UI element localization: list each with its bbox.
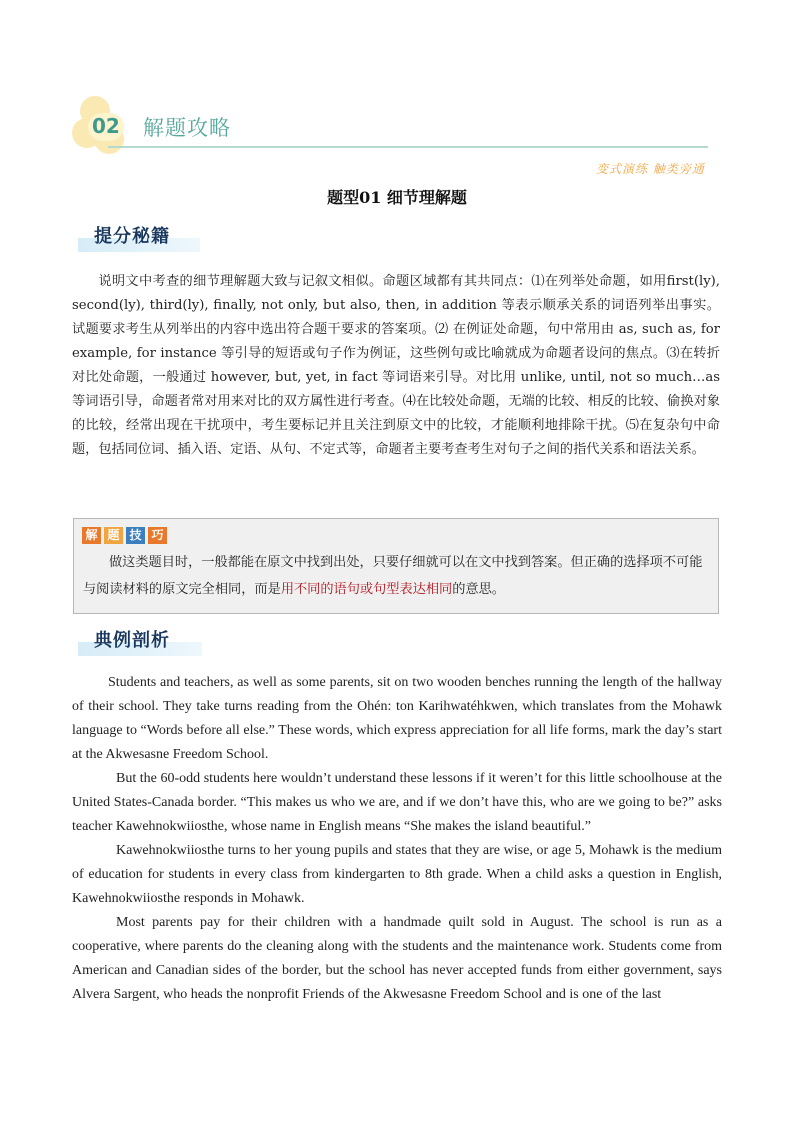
tips-text-after: 的意思。 bbox=[452, 582, 505, 597]
tips-text bbox=[83, 549, 709, 603]
article-paragraph bbox=[72, 671, 722, 767]
tip-tag: 技 bbox=[126, 527, 145, 544]
intro-paragraph bbox=[72, 270, 720, 462]
intro-text: 说明文中考查的细节理解题大致与记叙文相似。命题区域都有其共同点：⑴在列举处命题，如用first(ly), second(ly), third(ly), finally, not only, but also, then, in addition 等表示顺承关系的词语列举出事实。试题要求考生从列举出的内容中选出符合题干要求的答案项。⑵ 在例证处命题，句中常用由 as, such as, for example, for instance 等引导的短语或句子作为例证，这些例句或比喻就成为命题者设问的焦点。⑶在转折对比处命题，一般通过 however, but, yet, in fact 等词语来引导。对比用 unlike, until, not so much…as 等词语引导，命题者常对用来对比的双方属性进行考查。⑷在比较处命题，无端的比较、相反的比较、偷换对象的比较，经常出现在干扰项中，考生要标记并且关注到原文中的比较，才能顺利地排除干扰。⑸在复杂句中命题，包括同位词、插入语、定语、从句、不定式等，命题者主要考查考生对句子之间的指代关系和语法关系。 bbox=[72, 274, 720, 457]
tips-text-before: 做这类题目时，一般都能在原文中找到出处，只要仔细就可以在文中找到答案。但正确的选择项不可能与阅读材料的原文完全相同，而是 bbox=[83, 555, 703, 597]
tip-tag: 巧 bbox=[148, 527, 167, 544]
tips-box bbox=[73, 518, 719, 614]
article-paragraph bbox=[72, 911, 722, 1007]
heading-chip-tips bbox=[78, 222, 200, 252]
section-number: 02 bbox=[92, 114, 120, 138]
tips-highlight: 用不同的语句或句型表达相同 bbox=[280, 582, 453, 597]
article-paragraph bbox=[72, 767, 722, 839]
article-text: But the 60-odd students here wouldn’t understand these lessons if it weren’t for this little schoolhouse at the United States-Canada border. “This makes us who we are, and if we don’t have this, who are we going to be?” asks teacher Kawehnokwiiosthe, whose name in English means “She makes the island beautiful.” bbox=[72, 771, 722, 834]
tagline: 变式演练 触类旁通 bbox=[596, 162, 705, 176]
banner-divider bbox=[108, 146, 708, 148]
page-title: 题型01 细节理解题 bbox=[327, 188, 467, 207]
article-text: Most parents pay for their children with a handmade quilt sold in August. The school is run as a cooperative, where parents do the cleaning along with the students and the maintenance work. Students come from American and Canadian sides of the border, but the school has never accepted funds from either government, says Alvera Sargent, who heads the nonprofit Friends of the Akwesasne Freedom School and is one of the last bbox=[72, 915, 722, 1002]
article-text: Students and teachers, as well as some parents, sit on two wooden benches running the length of the hallway of their school. They take turns reading from the Ohén: ton Karihwatéhkwen, which translates from the Mohawk language to “Words before all else.” These words, which express appreciation for all life forms, mark the day’s start at the Akwesasne Freedom School. bbox=[72, 675, 722, 762]
heading-chip-examples bbox=[78, 626, 202, 656]
tips-tags bbox=[82, 527, 167, 544]
tip-tag: 题 bbox=[104, 527, 123, 544]
article-text: Kawehnokwiiosthe turns to her young pupils and states that they are wise, or age 5, Mohawk is the medium of education for students in every class from kindergarten to 8th grade. When a child asks a question in English, Kawehnokwiiosthe responds in Mohawk. bbox=[72, 843, 722, 906]
tip-tag: 解 bbox=[82, 527, 101, 544]
heading-tips: 提分秘籍 bbox=[94, 226, 170, 247]
article-paragraph bbox=[72, 839, 722, 911]
heading-examples: 典例剖析 bbox=[94, 630, 170, 651]
section-title: 解题攻略 bbox=[143, 116, 231, 140]
article bbox=[72, 671, 722, 1007]
